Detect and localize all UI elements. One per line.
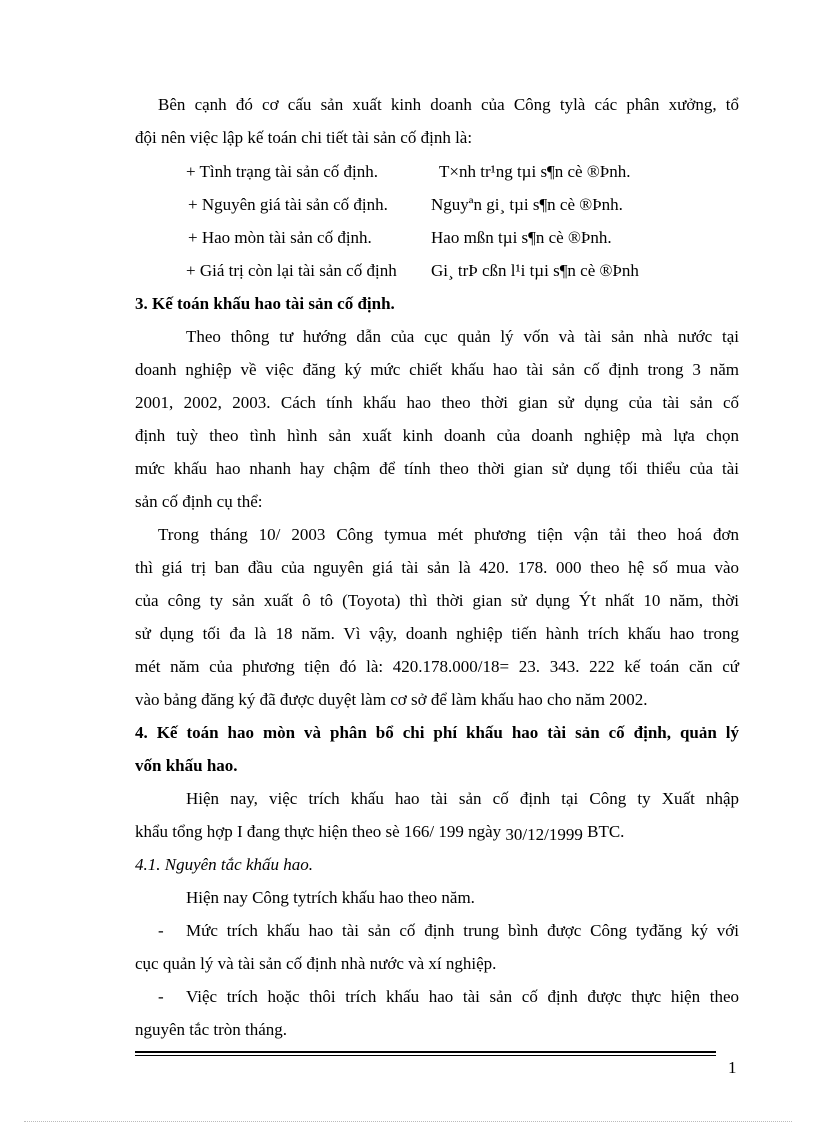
- paragraph-line: mét năm của phương tiện đó là: 420.178.000/18= 23. 343. 222 kế toán căn cứ: [135, 657, 739, 676]
- list-item-garbled: Hao mßn tµi s¶n cè ®Þnh.: [431, 228, 612, 247]
- list-item-label: + Hao mòn tài sản cố định.: [188, 228, 372, 247]
- paragraph-line: đội nên việc lập kế toán chi tiết tài sản cố định là:: [135, 128, 473, 147]
- footer-rule: [135, 1055, 716, 1056]
- paragraph-line: Trong tháng 10/ 2003 Công tymua mét phương tiện vận tải theo hoá đơn: [158, 525, 739, 544]
- bullet-line: cục quản lý và tài sản cố định nhà nước và xí nghiệp.: [135, 954, 497, 973]
- paragraph-line: Bên cạnh đó cơ cấu sản xuất kinh doanh của Công tylà các phân xưởng, tổ: [158, 95, 739, 114]
- paragraph-line: mức khấu hao nhanh hay chậm để tính theo thời gian sử dụng tối thiểu của tài: [135, 459, 739, 478]
- paragraph-line: Hiện nay, việc trích khấu hao tài sản cố định tại Công ty Xuất nhập: [186, 789, 739, 808]
- paragraph-line: định tuỳ theo tình hình sản xuất kinh doanh của doanh nghiệp mà lựa chọn: [135, 426, 739, 445]
- section-heading-cont: vốn khấu hao.: [135, 756, 238, 775]
- paragraph-line: Theo thông tư hướng dẫn của cục quản lý vốn và tài sản nhà nước tại: [186, 327, 739, 346]
- list-item: [186, 259, 739, 283]
- bullet-line: Mức trích khấu hao tài sản cố định trung bình được Công tyđăng ký với: [186, 921, 739, 940]
- date-text: 30/12/1999: [505, 825, 583, 844]
- subsection-heading: 4.1. Nguyên tắc khấu hao.: [135, 855, 313, 874]
- list-item: [188, 193, 739, 217]
- footer-rule: [135, 1051, 716, 1053]
- list-item-label: + Giá trị còn lại tài sản cố định: [186, 261, 397, 280]
- page-number: 1: [728, 1058, 737, 1077]
- bullet-line: nguyên tắc tròn tháng.: [135, 1020, 288, 1039]
- bullet-line: Việc trích hoặc thôi trích khấu hao tài sản cố định được thực hiện theo: [186, 987, 739, 1006]
- section-heading: 4. Kế toán hao mòn và phân bổ chi phí khấu hao tài sản cố định, quản lý: [135, 723, 739, 742]
- bullet-dash: -: [158, 921, 164, 940]
- paragraph-line: sử dụng tối đa là 18 năm. Vì vậy, doanh nghiệp tiến hành trích khấu hao trong: [135, 624, 739, 643]
- paragraph-line: Hiện nay Công tytrích khấu hao theo năm.: [186, 888, 475, 907]
- list-item-label: + Tình trạng tài sản cố định.: [186, 162, 378, 181]
- paragraph-line: [135, 820, 739, 844]
- list-item: [188, 226, 739, 250]
- page-edge-dots: [24, 1121, 792, 1122]
- list-item-label: + Nguyên giá tài sản cố định.: [188, 195, 388, 214]
- paragraph-text: BTC.: [587, 822, 625, 841]
- paragraph-line: sản cố định cụ thể:: [135, 492, 263, 511]
- bullet-dash: -: [158, 987, 164, 1006]
- paragraph-line: của công ty sản xuất ô tô (Toyota) thì thời gian sử dụng Ýt nhất 10 năm, thời: [135, 591, 739, 610]
- section-heading: 3. Kế toán khấu hao tài sản cố định.: [135, 294, 395, 313]
- list-item-garbled: Nguyªn gi¸ tµi s¶n cè ®Þnh.: [431, 195, 623, 214]
- list-item-garbled: Gi¸ trÞ cßn l¹i tµi s¶n cè ®Þnh: [431, 261, 639, 280]
- paragraph-text: khẩu tổng hợp I đang thực hiện theo sè 166/ 199 ngày: [135, 822, 502, 841]
- paragraph-line: vào bảng đăng ký đã được duyệt làm cơ sở để làm khấu hao cho năm 2002.: [135, 690, 648, 709]
- paragraph-line: doanh nghiệp về việc đăng ký mức chiết khấu hao tài sản cố định trong 3 năm: [135, 360, 739, 379]
- list-item: [186, 160, 739, 184]
- list-item-garbled: T×nh tr¹ng tµi s¶n cè ®Þnh.: [439, 162, 631, 181]
- paragraph-line: thì giá trị ban đầu của nguyên giá tài sản là 420. 178. 000 theo hệ số mua vào: [135, 558, 739, 577]
- paragraph-line: 2001, 2002, 2003. Cách tính khấu hao theo thời gian sử dụng của tài sản cố: [135, 393, 739, 412]
